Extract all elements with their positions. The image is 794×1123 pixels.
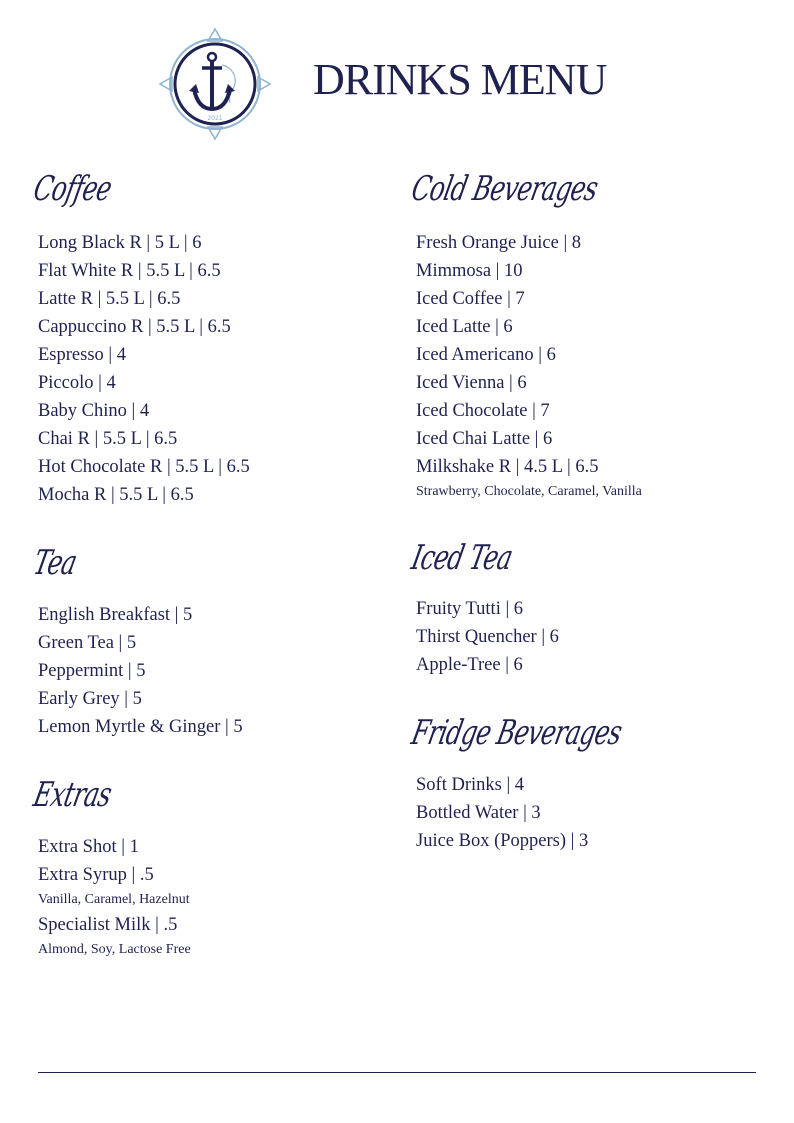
- list-item: Extra Shot | 1: [38, 837, 139, 857]
- extras-list: [38, 833, 191, 961]
- list-item: Specialist Milk | .5: [38, 915, 178, 935]
- tea-list: [38, 601, 243, 741]
- list-item: Green Tea | 5: [38, 633, 137, 653]
- fridge-beverages-list: [416, 771, 588, 855]
- list-item-note: Almond, Soy, Lactose Free: [38, 942, 191, 957]
- section-title-cold-beverages: Cold Beverages: [408, 169, 602, 209]
- list-item: Juice Box (Poppers) | 3: [416, 831, 589, 851]
- list-item: Chai R | 5.5 L | 6.5: [38, 429, 178, 449]
- list-item: Apple-Tree | 6: [416, 655, 523, 675]
- coffee-list: [38, 229, 250, 509]
- list-item: Soft Drinks | 4: [416, 775, 525, 795]
- section-title-coffee: Coffee: [30, 169, 115, 209]
- list-item: Iced Coffee | 7: [416, 289, 525, 309]
- list-item: Early Grey | 5: [38, 689, 142, 709]
- list-item: Iced Latte | 6: [416, 317, 513, 337]
- list-item: Fruity Tutti | 6: [416, 599, 524, 619]
- list-item: Espresso | 4: [38, 345, 126, 365]
- footer-divider: [38, 1072, 756, 1073]
- list-item-note: Vanilla, Caramel, Hazelnut: [38, 892, 190, 907]
- list-item: Iced Vienna | 6: [416, 373, 527, 393]
- anchor-logo-icon: [158, 27, 272, 141]
- list-item: Milkshake R | 4.5 L | 6.5: [416, 457, 599, 477]
- section-title-extras: Extras: [30, 775, 115, 815]
- list-item: Mocha R | 5.5 L | 6.5: [38, 485, 194, 505]
- list-item: Hot Chocolate R | 5.5 L | 6.5: [38, 457, 250, 477]
- list-item-note: Strawberry, Chocolate, Caramel, Vanilla: [416, 484, 642, 499]
- list-item: Bottled Water | 3: [416, 803, 541, 823]
- list-item: Fresh Orange Juice | 8: [416, 233, 582, 253]
- list-item: Baby Chino | 4: [38, 401, 150, 421]
- list-item: Mimmosa | 10: [416, 261, 523, 281]
- section-title-iced-tea: Iced Tea: [408, 538, 516, 578]
- list-item: Iced Chai Latte | 6: [416, 429, 553, 449]
- page-title: DRINKS MENU: [313, 55, 607, 104]
- list-item: Peppermint | 5: [38, 661, 146, 681]
- list-item: English Breakfast | 5: [38, 605, 193, 625]
- list-item: Latte R | 5.5 L | 6.5: [38, 289, 181, 309]
- iced-tea-list: [416, 595, 559, 679]
- list-item: Thirst Quencher | 6: [416, 627, 559, 647]
- list-item: Lemon Myrtle & Ginger | 5: [38, 717, 243, 737]
- list-item: Piccolo | 4: [38, 373, 116, 393]
- list-item: Cappuccino R | 5.5 L | 6.5: [38, 317, 231, 337]
- list-item: Iced Chocolate | 7: [416, 401, 550, 421]
- cold-beverages-list: [416, 229, 642, 503]
- list-item: Extra Syrup | .5: [38, 865, 154, 885]
- section-title-tea: Tea: [30, 543, 80, 583]
- list-item: Iced Americano | 6: [416, 345, 556, 365]
- section-title-fridge-beverages: Fridge Beverages: [408, 713, 626, 753]
- logo-year: 2021: [207, 115, 223, 122]
- list-item: Flat White R | 5.5 L | 6.5: [38, 261, 221, 281]
- list-item: Long Black R | 5 L | 6: [38, 233, 202, 253]
